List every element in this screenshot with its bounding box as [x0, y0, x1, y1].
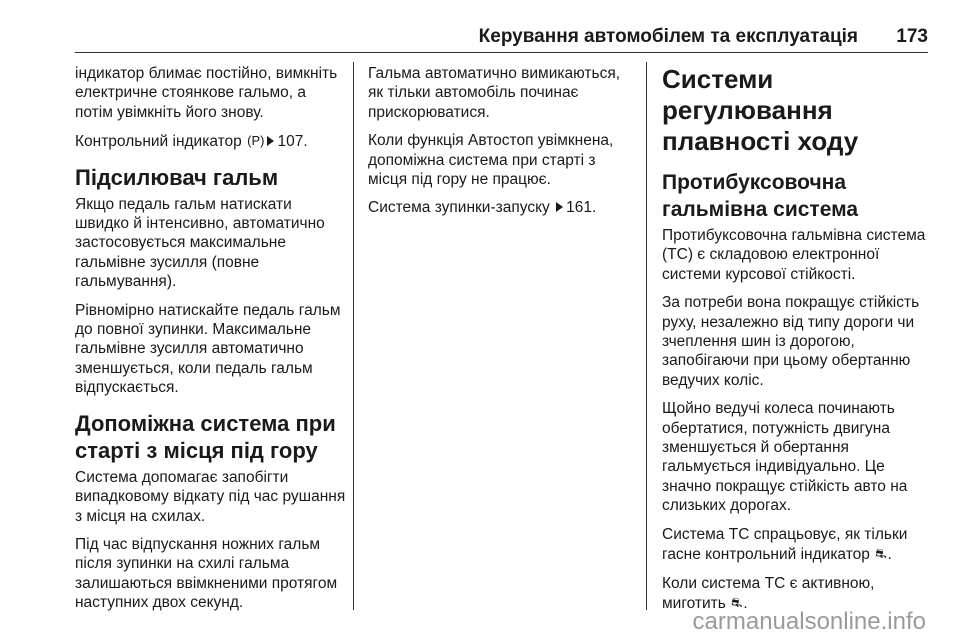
paragraph: За потреби вона покращує стійкість руху, незалежно від типу дороги чи зчеплення шин із дорогою, запобігаючи при цьому обертанню ведучих коліс. — [662, 294, 920, 389]
paragraph: індикатор блимає постійно, вимкніть електричне стоянкове гальмо, а потім увімкніть його знову. — [75, 65, 338, 121]
paragraph: Щойно ведучі колеса починають обертатися, потужність двигуна зменшується й обертання гальмується індивідуально. Це значно покращує стійкість авто на слизьких дорогах. — [662, 400, 908, 515]
page-reference-arrow-icon — [556, 202, 563, 212]
page-reference-arrow-icon — [267, 136, 274, 146]
paragraph: Рівномірно натискайте педаль гальм до повної зупинки. Максимальне гальмівне зусилля автоматично зменшується, коли педаль гальм відпускається. — [75, 301, 341, 397]
paragraph-indicator-ref — [75, 131, 347, 151]
page-number: 173 — [896, 26, 928, 47]
column-1 — [75, 64, 347, 613]
paragraph: Система допомагає запобігти випадковому відкату під час рушання з місця на схилах. — [75, 468, 346, 525]
column-divider-1 — [353, 62, 354, 610]
parking-brake-indicator-icon: (P) — [247, 133, 265, 149]
column-3 — [662, 64, 930, 622]
heading-hill-start-assist: Допоміжна система при старті з місця під гору — [75, 410, 336, 463]
paragraph: Під час відпускання ножних гальм після зупинки на схилі гальма залишаються ввімкненими протягом наступних двох секунд. — [75, 535, 338, 612]
column-divider-2 — [646, 62, 647, 610]
paragraph: Якщо педаль гальм натискати швидко й інтенсивно, автоматично застосовується максимальне гальмівне зусилля (повне гальмування). — [75, 195, 325, 291]
watermark: carmanualsonline.info — [692, 608, 926, 635]
paragraph-tc-active: Коли система ТС є активною, миготить ⛐. — [662, 574, 875, 612]
paragraph-stop-start-ref — [368, 198, 638, 217]
header-title: Керування автомобілем та експлуатація — [478, 26, 858, 47]
heading-traction-control: Протибуксовочна гальмівна система — [662, 171, 859, 221]
paragraph-text: Коли система ТС є активною, миготить — [662, 574, 875, 612]
traction-control-indicator-icon: ⛐ — [875, 546, 887, 562]
paragraph: Коли функція Автостоп увімкнена, допоміжна система при старті з місця під гору не працює. — [368, 132, 614, 189]
paragraph-text: Система зупинки-запуску — [368, 199, 550, 217]
column-2 — [368, 64, 638, 227]
paragraph-text: Контрольний індикатор — [75, 133, 242, 151]
paragraph: Протибуксовочна гальмівна система (ТС) є складовою електронної системи курсової стійкості. — [662, 227, 926, 283]
page-header — [75, 24, 928, 56]
page-reference-link[interactable]: 161. — [566, 199, 597, 217]
traction-control-indicator-icon: ⛐ — [731, 594, 743, 610]
paragraph-text: Система ТС спрацьовує, як тільки гасне контрольний індикатор — [662, 525, 908, 564]
paragraph-tc-indicator: Система ТС спрацьовує, як тільки гасне контрольний індикатор ⛐. — [662, 525, 908, 564]
page-reference-link[interactable]: 107. — [277, 133, 308, 151]
header-rule — [75, 52, 928, 53]
heading-driving-control-systems: Системи регулювання плавності ходу — [662, 64, 859, 156]
paragraph: Гальма автоматично вимикаються, як тільки автомобіль починає прискорюватися. — [368, 65, 621, 121]
heading-brake-assist: Підсилювач гальм — [75, 164, 279, 190]
